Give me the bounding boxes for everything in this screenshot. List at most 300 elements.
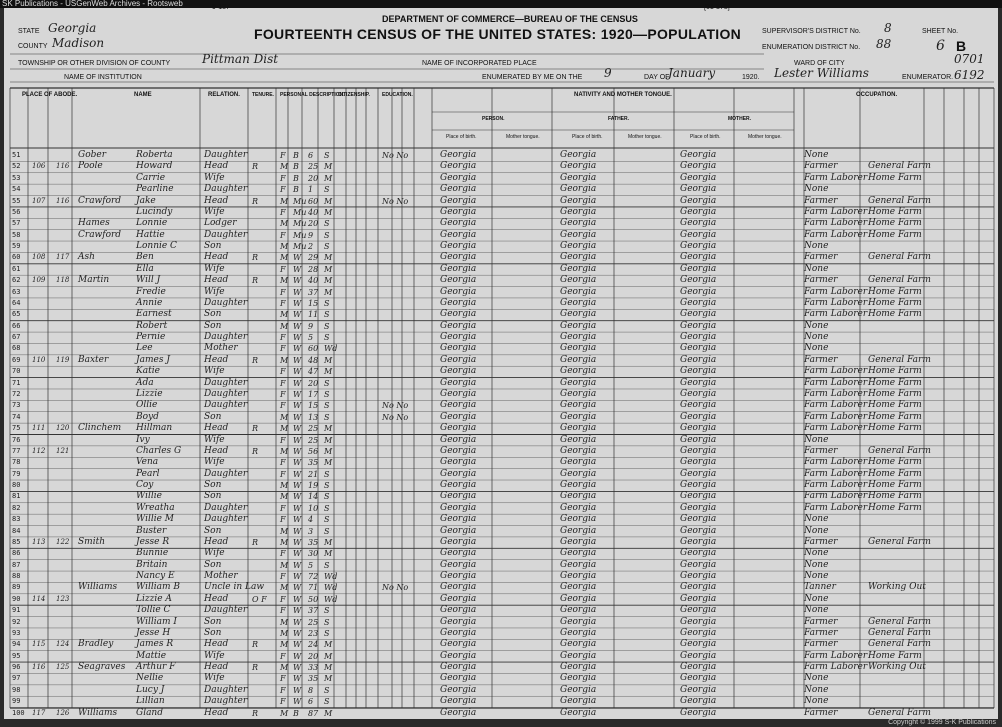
marital-status: S	[324, 185, 330, 195]
surname: Williams	[78, 582, 118, 593]
given-name: Pearl	[136, 468, 160, 479]
occupation: Farm Laborer	[804, 218, 868, 229]
table-row	[4, 332, 998, 343]
mother-birthplace: Georgia	[680, 684, 717, 695]
given-name: Lucy J	[136, 684, 165, 695]
mother-birthplace: Georgia	[680, 434, 717, 445]
marital-status: M	[324, 287, 333, 297]
age: 11	[308, 310, 319, 320]
father-birthplace: Georgia	[560, 366, 597, 377]
table-row	[4, 355, 998, 366]
relation: Wife	[204, 548, 225, 559]
mother-birthplace: Georgia	[680, 161, 717, 172]
family-number: 116	[56, 162, 70, 171]
father-birthplace: Georgia	[560, 559, 597, 570]
father-birthplace: Georgia	[560, 229, 597, 240]
age: 1	[308, 185, 314, 195]
given-name: Ben	[136, 252, 154, 263]
given-name: Britain	[136, 559, 168, 570]
col-tenure: TENURE.	[252, 92, 274, 98]
col-relation: RELATION.	[208, 92, 240, 98]
marital-status: S	[324, 389, 330, 399]
industry: Working Out	[868, 582, 926, 593]
mother-birthplace: Georgia	[680, 400, 717, 411]
birthplace: Georgia	[440, 195, 477, 206]
mother-birthplace: Georgia	[680, 514, 717, 525]
relation: Daughter	[204, 696, 248, 707]
given-name: James R	[136, 639, 174, 650]
marital-status: S	[324, 151, 330, 160]
given-name: Tollie C	[136, 605, 171, 616]
sex: F	[280, 344, 286, 354]
col-person-pob: Place of birth.	[446, 134, 477, 140]
line-number: 53	[12, 173, 21, 182]
mother-birthplace: Georgia	[680, 172, 717, 183]
table-row	[4, 560, 998, 571]
given-name: Jesse R	[136, 536, 170, 547]
mother-birthplace: Georgia	[680, 627, 717, 638]
sex: F	[280, 651, 286, 661]
table-row	[4, 537, 998, 548]
education: No No	[382, 401, 409, 411]
age: 29	[308, 253, 319, 263]
race: W	[293, 276, 302, 286]
mother-birthplace: Georgia	[680, 241, 717, 252]
mother-birthplace: Georgia	[680, 275, 717, 286]
line-number: 97	[12, 674, 21, 683]
sex: F	[280, 685, 286, 695]
line-number: 57	[12, 219, 21, 228]
age: 37	[308, 606, 319, 616]
line-number: 99	[12, 697, 21, 706]
mother-birthplace: Georgia	[680, 195, 717, 206]
mother-birthplace: Georgia	[680, 263, 717, 274]
mother-birthplace: Georgia	[680, 388, 717, 399]
marital-status: M	[324, 640, 333, 650]
father-birthplace: Georgia	[560, 616, 597, 627]
line-number: 98	[12, 685, 21, 694]
home-tenure: O F	[252, 594, 267, 604]
family-number: 123	[56, 594, 70, 603]
father-birthplace: Georgia	[560, 502, 597, 513]
table-row	[4, 241, 998, 252]
line-number: 65	[12, 310, 21, 319]
line-number: 56	[12, 207, 21, 216]
race: W	[293, 321, 302, 331]
sex: F	[280, 333, 286, 343]
industry: General Farm	[868, 252, 931, 263]
age: 15	[308, 401, 319, 411]
dwelling-number: 109	[32, 276, 46, 285]
father-birthplace: Georgia	[560, 582, 597, 593]
marital-status: M	[324, 253, 333, 263]
marital-status: S	[324, 219, 330, 229]
surname: Clinchem	[78, 423, 122, 434]
relation: Head	[204, 445, 229, 456]
table-row	[4, 571, 998, 582]
birthplace: Georgia	[440, 502, 477, 513]
table-row	[4, 435, 998, 446]
birthplace: Georgia	[440, 696, 477, 707]
relation: Daughter	[204, 229, 248, 240]
relation: Daughter	[204, 332, 248, 343]
education: No No	[382, 196, 409, 206]
relation: Head	[204, 354, 229, 365]
race: W	[293, 640, 302, 650]
age: 4	[308, 515, 314, 525]
race: B	[293, 185, 299, 195]
age: 25	[308, 617, 319, 627]
age: 3	[308, 526, 314, 536]
father-birthplace: Georgia	[560, 627, 597, 638]
marital-status: S	[324, 333, 330, 343]
table-row	[4, 514, 998, 525]
relation: Wife	[204, 673, 225, 684]
age: 47	[308, 367, 319, 377]
occupation: Farm Laborer	[804, 366, 868, 377]
industry: Home Farm	[868, 309, 922, 320]
industry: General Farm	[868, 627, 931, 638]
sex: M	[280, 424, 289, 434]
mother-birthplace: Georgia	[680, 366, 717, 377]
sex: M	[280, 355, 289, 365]
table-row	[4, 605, 998, 616]
industry: General Farm	[868, 639, 931, 650]
race: W	[293, 515, 302, 525]
age: 60	[308, 196, 319, 206]
given-name: Willie M	[136, 514, 175, 525]
occupation: Farmer	[804, 627, 838, 638]
home-tenure: R	[252, 253, 259, 263]
line-number: 66	[12, 321, 21, 330]
line-number: 70	[12, 367, 21, 376]
sex: F	[280, 389, 286, 399]
given-name: Howard	[136, 161, 173, 172]
industry: Home Farm	[868, 377, 922, 388]
father-birthplace: Georgia	[560, 593, 597, 604]
table-row	[4, 230, 998, 241]
father-birthplace: Georgia	[560, 684, 597, 695]
relation: Daughter	[204, 502, 248, 513]
age: 13	[308, 412, 319, 422]
age: 20	[308, 378, 319, 388]
ward-label: WARD OF CITY	[794, 60, 845, 67]
birthplace: Georgia	[440, 639, 477, 650]
father-birthplace: Georgia	[560, 548, 597, 559]
relation: Daughter	[204, 514, 248, 525]
relation: Daughter	[204, 468, 248, 479]
home-tenure: R	[252, 663, 259, 673]
occupation: None	[804, 673, 829, 684]
industry: Home Farm	[868, 172, 922, 183]
father-birthplace: Georgia	[560, 286, 597, 297]
birthplace: Georgia	[440, 445, 477, 456]
line-number: 55	[12, 196, 21, 205]
age: 72	[308, 572, 319, 582]
given-name: Lizzie A	[136, 593, 172, 604]
marital-status: M	[324, 367, 333, 377]
sex: M	[280, 276, 289, 286]
birthplace: Georgia	[440, 548, 477, 559]
father-birthplace: Georgia	[560, 696, 597, 707]
marital-status: M	[324, 424, 333, 434]
table-row	[4, 708, 998, 719]
sex: M	[280, 583, 289, 593]
industry: Home Farm	[868, 388, 922, 399]
surname: Baxter	[78, 354, 109, 365]
mother-birthplace: Georgia	[680, 229, 717, 240]
marital-status: M	[324, 173, 333, 183]
table-row	[4, 594, 998, 605]
sex: F	[280, 606, 286, 616]
occupation: None	[804, 593, 829, 604]
table-row	[4, 378, 998, 389]
given-name: Pearline	[136, 184, 174, 195]
birthplace: Georgia	[440, 297, 477, 308]
age: 30	[308, 549, 319, 559]
birthplace: Georgia	[440, 593, 477, 604]
mother-birthplace: Georgia	[680, 354, 717, 365]
relation: Daughter	[204, 150, 248, 160]
mother-birthplace: Georgia	[680, 491, 717, 502]
relation: Head	[204, 423, 229, 434]
birthplace: Georgia	[440, 662, 477, 673]
mother-birthplace: Georgia	[680, 286, 717, 297]
sex: M	[280, 242, 289, 252]
occupation: Farm Laborer	[804, 229, 868, 240]
birthplace: Georgia	[440, 457, 477, 468]
father-birthplace: Georgia	[560, 457, 597, 468]
sex: F	[280, 287, 286, 297]
father-birthplace: Georgia	[560, 275, 597, 286]
relation: Son	[204, 309, 222, 320]
table-row	[4, 423, 998, 434]
col-nativity: NATIVITY AND MOTHER TONGUE.	[574, 92, 672, 98]
birthplace: Georgia	[440, 514, 477, 525]
race: W	[293, 503, 302, 513]
birthplace: Georgia	[440, 332, 477, 343]
mother-birthplace: Georgia	[680, 673, 717, 684]
marital-status: M	[324, 674, 333, 684]
enumeration-month: January	[668, 66, 716, 80]
father-birthplace: Georgia	[560, 354, 597, 365]
dwelling-number: 108	[32, 253, 46, 262]
father-birthplace: Georgia	[560, 434, 597, 445]
occupation: None	[804, 263, 829, 274]
relation: Daughter	[204, 684, 248, 695]
father-birthplace: Georgia	[560, 536, 597, 547]
occupation: None	[804, 332, 829, 343]
given-name: William I	[136, 616, 177, 627]
home-tenure: R	[252, 708, 259, 718]
supervisor-label: SUPERVISOR'S DISTRICT No.	[762, 28, 861, 35]
dwelling-number: 117	[32, 708, 46, 717]
year-label: 1920.	[742, 74, 760, 81]
sex: M	[280, 196, 289, 206]
marital-status: Wd	[324, 572, 338, 582]
dwelling-number: 115	[32, 640, 46, 649]
supervisor-value: 8	[884, 21, 892, 35]
sex: F	[280, 515, 286, 525]
age: 60	[308, 344, 319, 354]
birthplace: Georgia	[440, 650, 477, 661]
father-birthplace: Georgia	[560, 377, 597, 388]
relation: Son	[204, 491, 222, 502]
line-number: 69	[12, 355, 21, 364]
line-number: 76	[12, 435, 21, 444]
col-father-pob: Place of birth.	[572, 134, 603, 140]
table-row	[4, 366, 998, 377]
race: W	[293, 469, 302, 479]
dwelling-number: 107	[32, 196, 46, 205]
given-name: Ada	[136, 377, 154, 388]
line-number: 90	[12, 594, 21, 603]
father-birthplace: Georgia	[560, 423, 597, 434]
father-birthplace: Georgia	[560, 673, 597, 684]
occupation: None	[804, 696, 829, 707]
relation: Head	[204, 662, 229, 673]
age: 2	[308, 242, 314, 252]
marital-status: S	[324, 230, 330, 240]
occupation: Farmer	[804, 536, 838, 547]
occupation: None	[804, 571, 829, 582]
race: W	[293, 355, 302, 365]
industry: Home Farm	[868, 366, 922, 377]
age: 19	[308, 481, 319, 491]
relation: Son	[204, 411, 222, 422]
race: W	[293, 492, 302, 502]
line-number: 73	[12, 401, 21, 410]
line-number: 89	[12, 583, 21, 592]
father-birthplace: Georgia	[560, 332, 597, 343]
mother-birthplace: Georgia	[680, 377, 717, 388]
occupation: None	[804, 241, 829, 252]
birthplace: Georgia	[440, 252, 477, 263]
sex: F	[280, 594, 286, 604]
industry: General Farm	[868, 354, 931, 365]
industry: Home Farm	[868, 286, 922, 297]
table-row	[4, 673, 998, 684]
father-birthplace: Georgia	[560, 184, 597, 195]
occupation: None	[804, 525, 829, 536]
father-birthplace: Georgia	[560, 309, 597, 320]
mother-birthplace: Georgia	[680, 707, 717, 718]
mother-birthplace: Georgia	[680, 445, 717, 456]
sex: M	[280, 628, 289, 638]
line-number: 87	[12, 560, 21, 569]
sex: F	[280, 151, 286, 160]
line-number: 54	[12, 185, 21, 194]
census-sheet	[4, 4, 998, 719]
family-number: 125	[56, 663, 70, 672]
marital-status: M	[324, 537, 333, 547]
occupation: Farm Laborer	[804, 309, 868, 320]
given-name: Will J	[136, 275, 161, 286]
col-person: PERSON.	[482, 116, 505, 122]
sex: M	[280, 219, 289, 229]
birthplace: Georgia	[440, 161, 477, 172]
line-number: 74	[12, 412, 21, 421]
home-tenure: R	[252, 446, 259, 456]
mother-birthplace: Georgia	[680, 184, 717, 195]
education: No No	[382, 412, 409, 422]
birthplace: Georgia	[440, 673, 477, 684]
occupation: Tanner	[804, 582, 836, 593]
line-number: 61	[12, 264, 21, 273]
sex: F	[280, 367, 286, 377]
mother-birthplace: Georgia	[680, 525, 717, 536]
line-number: 84	[12, 526, 21, 535]
age: 5	[308, 560, 314, 570]
line-number: 85	[12, 537, 21, 546]
age: 87	[308, 708, 319, 718]
sex: F	[280, 549, 286, 559]
relation: Wife	[204, 434, 225, 445]
mother-birthplace: Georgia	[680, 548, 717, 559]
form-number: 9-137	[212, 4, 230, 11]
father-birthplace: Georgia	[560, 662, 597, 673]
marital-status: S	[324, 310, 330, 320]
mother-birthplace: Georgia	[680, 571, 717, 582]
father-birthplace: Georgia	[560, 150, 597, 160]
given-name: Lonnie	[136, 218, 168, 229]
relation: Wife	[204, 457, 225, 468]
occupation: Farmer	[804, 707, 838, 718]
marital-status: M	[324, 446, 333, 456]
industry: Home Farm	[868, 218, 922, 229]
birthplace: Georgia	[440, 491, 477, 502]
table-row	[4, 457, 998, 468]
occupation: Farmer	[804, 445, 838, 456]
table-row	[4, 548, 998, 559]
sex: M	[280, 560, 289, 570]
sex: M	[280, 412, 289, 422]
mother-birthplace: Georgia	[680, 480, 717, 491]
marital-status: Wd	[324, 583, 338, 593]
mother-birthplace: Georgia	[680, 650, 717, 661]
relation: Daughter	[204, 605, 248, 616]
marital-status: S	[324, 469, 330, 479]
line-number: 91	[12, 606, 21, 615]
relation: Daughter	[204, 400, 248, 411]
industry: Home Farm	[868, 297, 922, 308]
window-title: SK Publications - USGenWeb Archives - Rootsweb	[2, 0, 183, 8]
line-number: 75	[12, 424, 21, 433]
institution-label: NAME OF INSTITUTION	[64, 74, 142, 81]
enumerated-label: ENUMERATED BY ME ON THE	[482, 74, 583, 81]
table-row	[4, 343, 998, 354]
occupation: None	[804, 548, 829, 559]
race: W	[293, 685, 302, 695]
father-birthplace: Georgia	[560, 571, 597, 582]
family-number: 120	[56, 424, 70, 433]
age: 8	[308, 685, 314, 695]
given-name: Annie	[136, 297, 163, 308]
given-name: Charles G	[136, 445, 182, 456]
table-row	[4, 275, 998, 286]
mother-birthplace: Georgia	[680, 457, 717, 468]
given-name: Gland	[136, 707, 163, 718]
relation: Head	[204, 252, 229, 263]
given-name: Jake	[136, 195, 156, 206]
race: W	[293, 526, 302, 536]
relation: Daughter	[204, 184, 248, 195]
family-number: 117	[56, 253, 70, 262]
family-number: 124	[56, 640, 70, 649]
occupation: Farm Laborer	[804, 491, 868, 502]
race: W	[293, 549, 302, 559]
window-title-bar	[0, 0, 1002, 8]
